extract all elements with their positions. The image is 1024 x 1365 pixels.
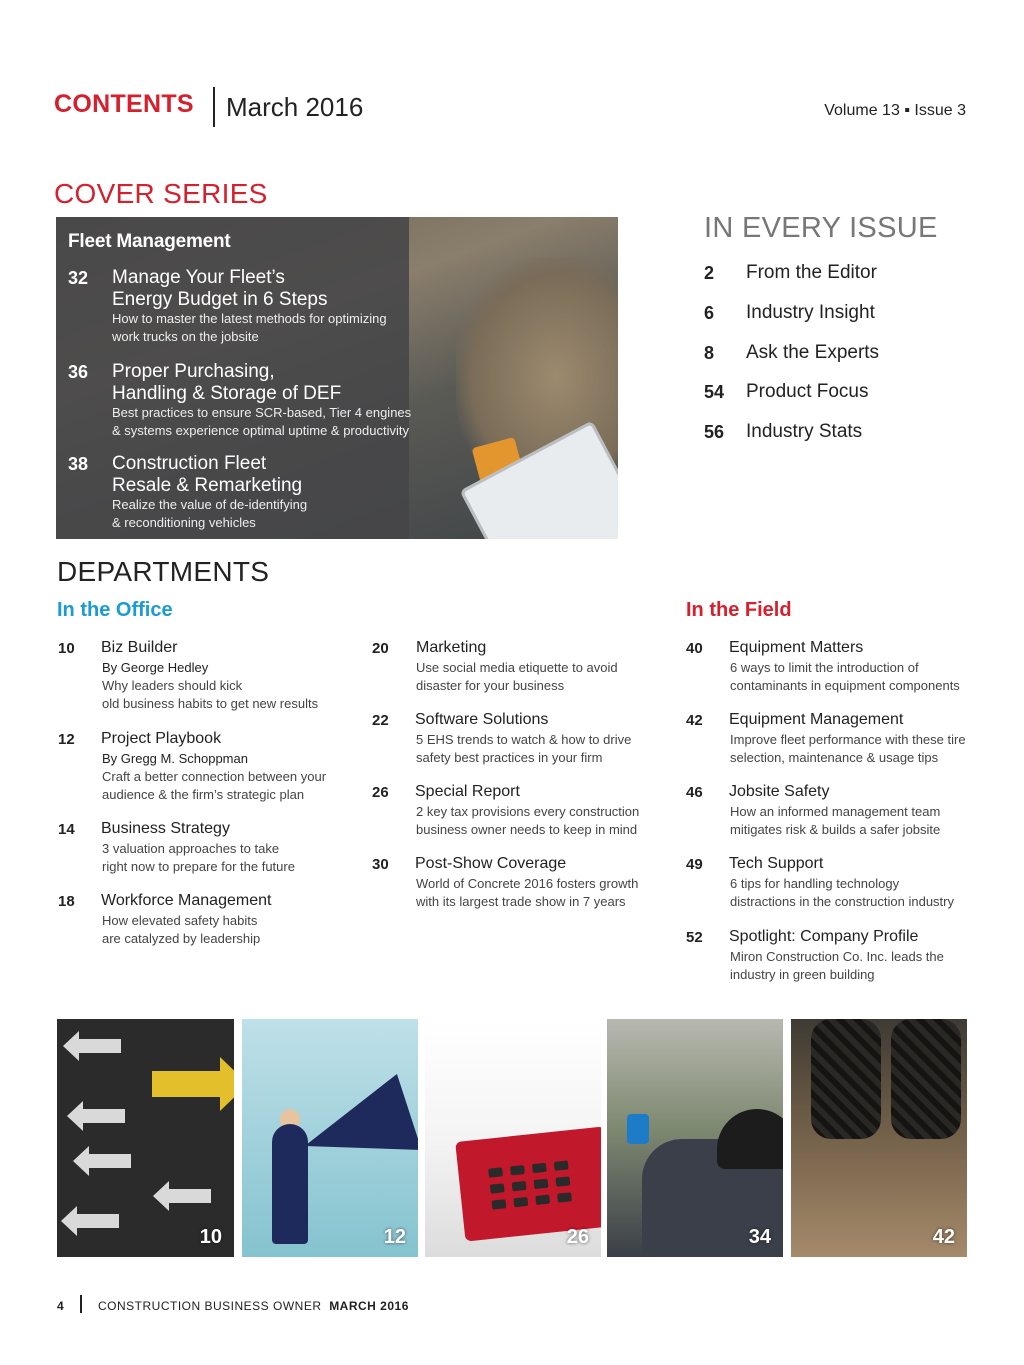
dept-item-page: 18 <box>58 893 75 910</box>
cover-item-desc-line: Realize the value of de-identifying <box>112 497 308 512</box>
dept-item-title[interactable]: Tech Support <box>729 855 824 872</box>
dept-item-title[interactable]: Post-Show Coverage <box>415 855 567 872</box>
dept-item-title[interactable]: Software Solutions <box>415 711 549 728</box>
footer-divider <box>80 1295 82 1313</box>
dept-item-desc-line: How elevated safety habits <box>102 913 258 928</box>
dept-item-page: 14 <box>58 821 75 838</box>
dept-item-title[interactable]: Equipment Management <box>729 711 904 728</box>
header-divider <box>213 87 215 127</box>
calculator-key <box>555 1176 570 1186</box>
dept-item-desc-line: audience & the firm’s strategic plan <box>102 787 305 802</box>
thumbnail-page-number: 26 <box>566 1226 589 1248</box>
dept-item-desc-line: World of Concrete 2016 fosters growth <box>416 876 639 891</box>
calculator-key <box>535 1195 550 1205</box>
footer-page-number: 4 <box>57 1299 64 1313</box>
in-the-office-heading: In the Office <box>57 599 173 621</box>
dept-item-page: 52 <box>686 929 703 946</box>
dept-item-desc-line: Why leaders should kick <box>102 678 243 693</box>
cover-item-title <box>112 361 412 405</box>
issue-item-page: 54 <box>704 382 725 402</box>
in-the-field-heading: In the Field <box>686 599 792 621</box>
cover-item-title-line: Manage Your Fleet’s <box>112 267 285 288</box>
dept-item-page: 10 <box>58 640 75 657</box>
calculator-key <box>513 1197 528 1207</box>
thumbnail-page-number: 12 <box>383 1226 406 1248</box>
dept-item-desc-line: 5 EHS trends to watch & how to drive <box>416 732 632 747</box>
businessman-shape <box>272 1124 308 1244</box>
dept-item-desc-line: Miron Construction Co. Inc. leads the <box>730 949 944 964</box>
dept-item-desc-line: business owner needs to keep in mind <box>416 822 638 837</box>
dept-item-desc-line: are catalyzed by leadership <box>102 931 261 946</box>
cover-item-desc-line: & systems experience optimal uptime & productivity <box>112 423 409 438</box>
dept-item-page: 40 <box>686 640 703 657</box>
dept-item-desc-line: safety best practices in your firm <box>416 750 603 765</box>
calculator-icon <box>455 1126 601 1241</box>
dept-item-desc-line: Improve fleet performance with these tire <box>730 732 966 747</box>
cover-item-title-line: Construction Fleet <box>112 453 267 474</box>
issue-item-page: 8 <box>704 343 715 363</box>
dept-item-page: 26 <box>372 784 389 801</box>
dept-item-desc-line: selection, maintenance & usage tips <box>730 750 939 765</box>
volume-issue: Volume 13 ▪ Issue 3 <box>824 102 966 119</box>
dept-item-page: 22 <box>372 712 389 729</box>
calculator-key <box>532 1163 547 1173</box>
worker-hat-shape <box>717 1109 783 1169</box>
dept-item-desc-line: with its largest trade show in 7 years <box>416 894 626 909</box>
issue-item-label[interactable]: Product Focus <box>746 381 869 402</box>
arrow-right-icon <box>152 1071 222 1097</box>
dept-item-desc-line: How an informed management team <box>730 804 941 819</box>
dept-item-page: 42 <box>686 712 703 729</box>
calculator-key <box>557 1192 572 1202</box>
issue-item-label[interactable]: Industry Stats <box>746 421 863 442</box>
dept-item-page: 12 <box>58 731 75 748</box>
gauge-icon <box>627 1114 649 1144</box>
cover-item-desc-line: How to master the latest methods for optimizing <box>112 311 387 326</box>
cover-item-title-line: Resale & Remarketing <box>112 475 303 496</box>
dept-item-page: 20 <box>372 640 389 657</box>
issue-item-label[interactable]: Ask the Experts <box>746 342 880 363</box>
thumbnail-worker-photo[interactable] <box>607 1019 783 1257</box>
thumbnail-calculator-photo[interactable] <box>425 1019 601 1257</box>
dept-item-desc-line: 3 valuation approaches to take <box>102 841 280 856</box>
issue-item-label[interactable]: Industry Insight <box>746 302 875 323</box>
cover-item-title-line: Proper Purchasing, <box>112 361 275 382</box>
tire-icon <box>811 1019 881 1139</box>
tire-icon <box>891 1019 961 1139</box>
cover-item-desc <box>112 404 412 440</box>
cover-item-desc-line: Best practices to ensure SCR-based, Tier 4 engines <box>112 405 412 420</box>
issue-item-page: 2 <box>704 263 715 283</box>
dept-item-desc-line: 2 key tax provisions every construction <box>416 804 640 819</box>
issue-month: March 2016 <box>226 92 364 122</box>
dept-item-desc-line: Use social media etiquette to avoid <box>416 660 618 675</box>
footer-publication <box>98 1299 409 1313</box>
footer-publication-name: CONSTRUCTION BUSINESS OWNER <box>98 1299 322 1313</box>
footer-issue-date: MARCH 2016 <box>329 1299 409 1313</box>
cover-item-title <box>112 453 412 497</box>
cover-item-title <box>112 267 412 311</box>
arrow-left-icon <box>81 1109 125 1123</box>
departments-heading: DEPARTMENTS <box>57 556 270 587</box>
cover-series-heading: COVER SERIES <box>54 178 268 209</box>
thumbnail-arrows-photo[interactable] <box>57 1019 234 1257</box>
dept-item-title[interactable]: Jobsite Safety <box>729 783 830 800</box>
dept-item-byline: By Gregg M. Schoppman <box>102 751 248 766</box>
dept-item-desc-line: old business habits to get new results <box>102 696 319 711</box>
dept-item-title[interactable]: Special Report <box>415 783 520 800</box>
thumbnail-tire-photo[interactable] <box>791 1019 967 1257</box>
dept-item-title[interactable]: Business Strategy <box>101 820 230 837</box>
in-every-issue-heading: IN EVERY ISSUE <box>704 212 938 244</box>
thumbnail-page-number: 34 <box>748 1226 771 1248</box>
dept-item-desc-line: Craft a better connection between your <box>102 769 327 784</box>
dept-item-desc-line: right now to prepare for the future <box>102 859 295 874</box>
thumbnail-megaphone-photo[interactable] <box>242 1019 418 1257</box>
dept-item-title[interactable]: Spotlight: Company Profile <box>729 928 919 945</box>
calculator-key <box>554 1160 569 1170</box>
issue-item-label[interactable]: From the Editor <box>746 262 877 283</box>
dept-item-page: 49 <box>686 856 703 873</box>
cover-item-desc-line: & reconditioning vehicles <box>112 515 256 530</box>
calculator-key <box>492 1199 507 1209</box>
dept-item-desc-line: industry in green building <box>730 967 875 982</box>
thumbnail-page-number: 42 <box>932 1226 955 1248</box>
dept-item-desc-line: distractions in the construction industry <box>730 894 954 909</box>
megaphone-icon <box>292 1074 418 1184</box>
arrow-left-icon <box>77 1039 121 1053</box>
cover-item-page: 32 <box>68 268 89 288</box>
cover-item-title-line: Handling & Storage of DEF <box>112 383 342 404</box>
cover-item-page: 38 <box>68 454 89 474</box>
cover-item-title-line: Energy Budget in 6 Steps <box>112 289 328 310</box>
dept-item-title[interactable]: Biz Builder <box>101 639 178 656</box>
issue-item-page: 6 <box>704 303 715 323</box>
issue-item-page: 56 <box>704 422 725 442</box>
dept-item-byline: By George Hedley <box>102 660 209 675</box>
dept-item-title[interactable]: Equipment Matters <box>729 639 864 656</box>
arrow-left-icon <box>75 1214 119 1228</box>
cover-item-page: 36 <box>68 362 89 382</box>
arrow-left-icon <box>167 1189 211 1203</box>
dept-item-desc-line: contaminants in equipment components <box>730 678 960 693</box>
dept-item-title[interactable]: Workforce Management <box>101 892 272 909</box>
dept-item-desc-line: disaster for your business <box>416 678 565 693</box>
cover-item-desc <box>112 310 412 346</box>
cover-item-desc <box>112 496 412 532</box>
arrow-left-icon <box>87 1154 131 1168</box>
dept-item-desc-line: 6 tips for handling technology <box>730 876 900 891</box>
dept-item-page: 30 <box>372 856 389 873</box>
fleet-management-title: Fleet Management <box>68 231 231 252</box>
dept-item-page: 46 <box>686 784 703 801</box>
calculator-key <box>512 1181 527 1191</box>
calculator-key <box>510 1165 525 1175</box>
dept-item-desc-line: 6 ways to limit the introduction of <box>730 660 919 675</box>
dept-item-desc-line: mitigates risk & builds a safer jobsite <box>730 822 941 837</box>
thumbnail-page-number: 10 <box>199 1226 222 1248</box>
calculator-key <box>490 1183 505 1193</box>
calculator-key <box>534 1179 549 1189</box>
dept-item-title[interactable]: Marketing <box>416 639 487 656</box>
contents-label: CONTENTS <box>54 90 194 118</box>
cover-item-desc-line: work trucks on the jobsite <box>112 329 259 344</box>
dept-item-title[interactable]: Project Playbook <box>101 730 222 747</box>
calculator-key <box>488 1167 503 1177</box>
